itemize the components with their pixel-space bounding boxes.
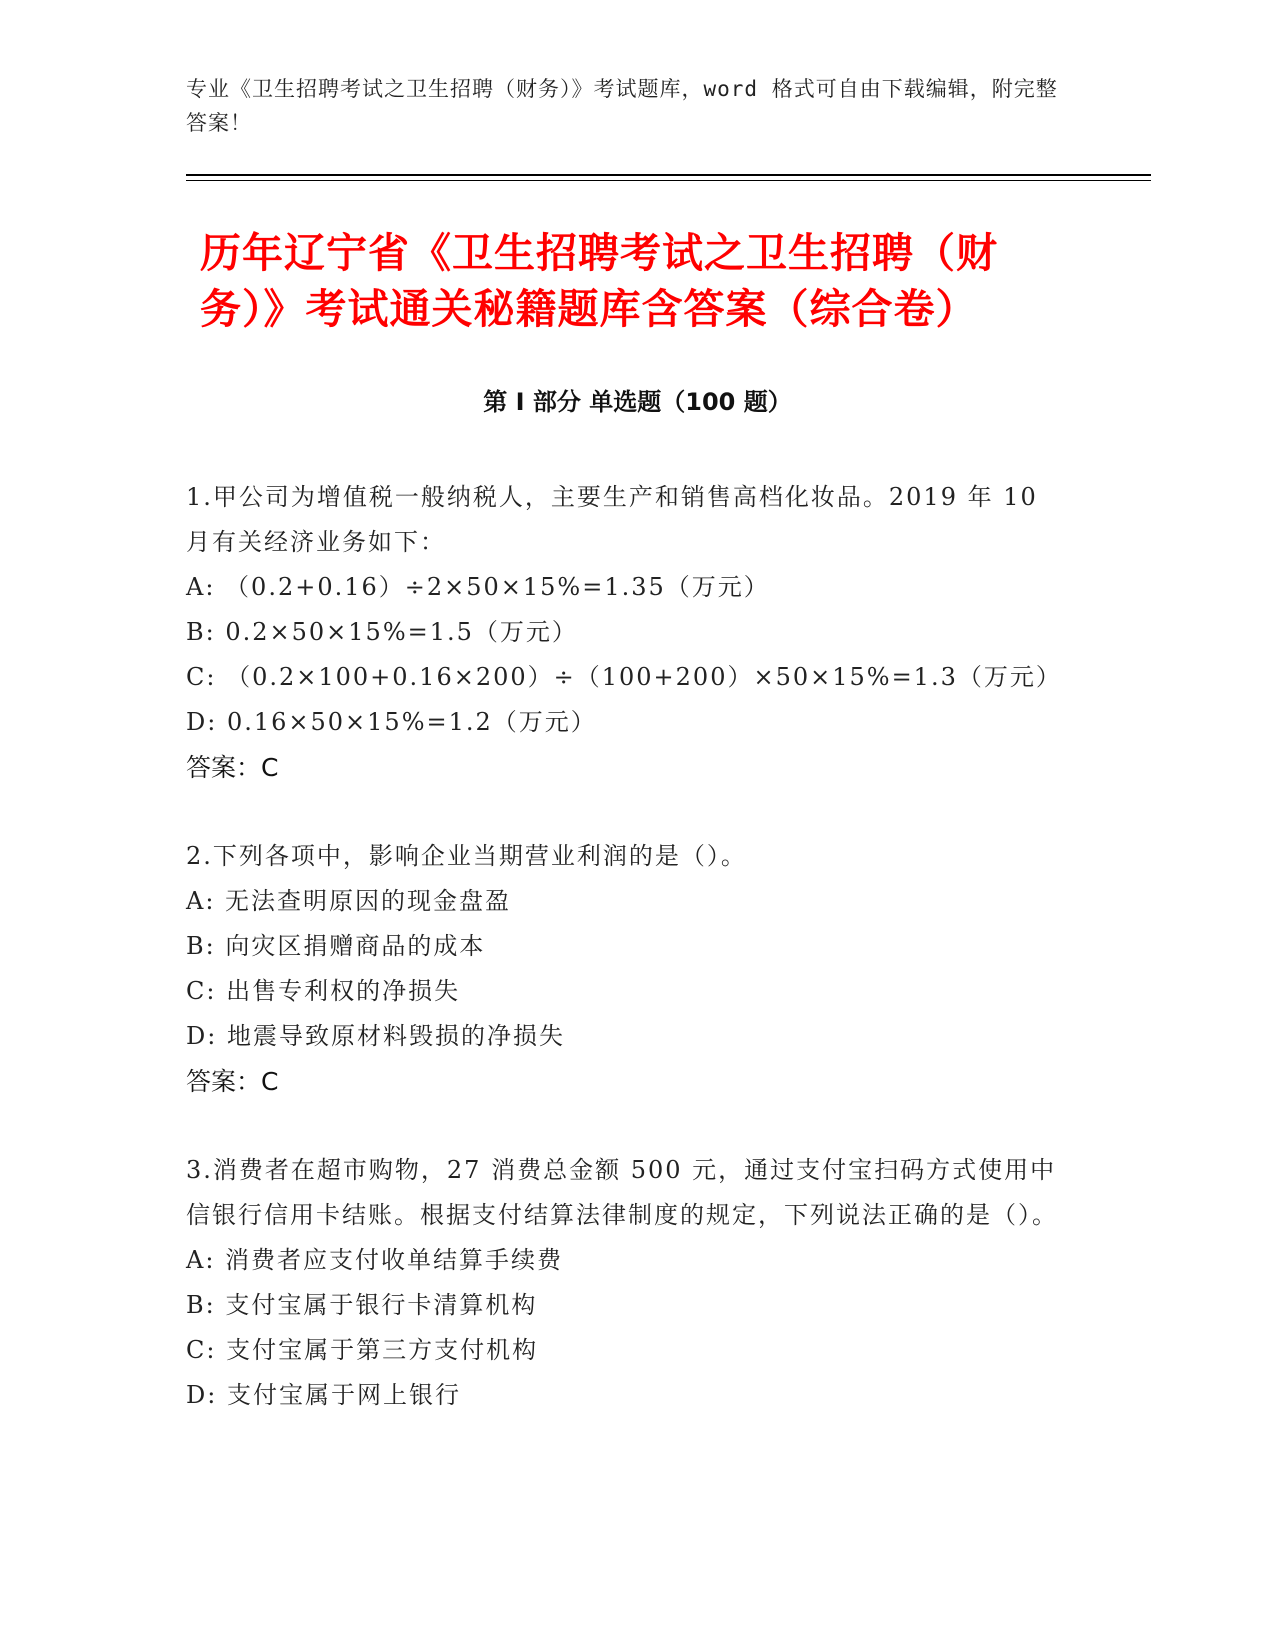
question-list [186,475,1066,1462]
question-1 [186,475,1066,790]
option-a: A: 消费者应支付收单结算手续费 [186,1246,564,1274]
option-b: B: 0.2×50×15%=1.5（万元） [186,618,578,646]
header-rule-thin [186,180,1151,181]
option-c: C: 出售专利权的净损失 [186,977,461,1005]
option-d: D: 0.16×50×15%=1.2（万元） [186,708,597,736]
header-rule [186,174,1151,176]
question-stem: 1.甲公司为增值税一般纳税人，主要生产和销售高档化妆品。2019 年 10 月有关经济业务如下： [186,483,1038,556]
question-stem: 2.下列各项中，影响企业当期营业利润的是（）。 [186,842,747,870]
option-c: C: （0.2×100+0.16×200）÷（100+200）×50×15%=1.3（万元） [186,663,1062,691]
question-3 [186,1148,1066,1418]
question-2 [186,834,1066,1104]
option-d: D: 地震导致原材料毁损的净损失 [186,1022,565,1050]
answer-text: 答案：C [186,753,279,782]
document-title: 历年辽宁省《卫生招聘考试之卫生招聘（财务）》考试通关秘籍题库含答案（综合卷） [200,229,998,333]
option-b: B: 支付宝属于银行卡清算机构 [186,1291,538,1319]
option-a: A: 无法查明原因的现金盘盈 [186,887,512,915]
option-b: B: 向灾区捐赠商品的成本 [186,932,486,960]
section-title: 第 I 部分 单选题（100 题） [483,388,792,416]
header-note: 专业《卫生招聘考试之卫生招聘（财务）》考试题库，word 格式可自由下载编辑，附完整答案！ [186,77,1058,135]
question-stem: 3.消费者在超市购物，27 消费总金额 500 元，通过支付宝扫码方式使用中信银行信用卡结账。根据支付结算法律制度的规定，下列说法正确的是（）。 [186,1156,1058,1229]
option-a: A: （0.2+0.16）÷2×50×15%=1.35（万元） [186,573,770,601]
answer-text: 答案：C [186,1067,279,1096]
option-c: C: 支付宝属于第三方支付机构 [186,1336,539,1364]
option-d: D: 支付宝属于网上银行 [186,1381,461,1409]
